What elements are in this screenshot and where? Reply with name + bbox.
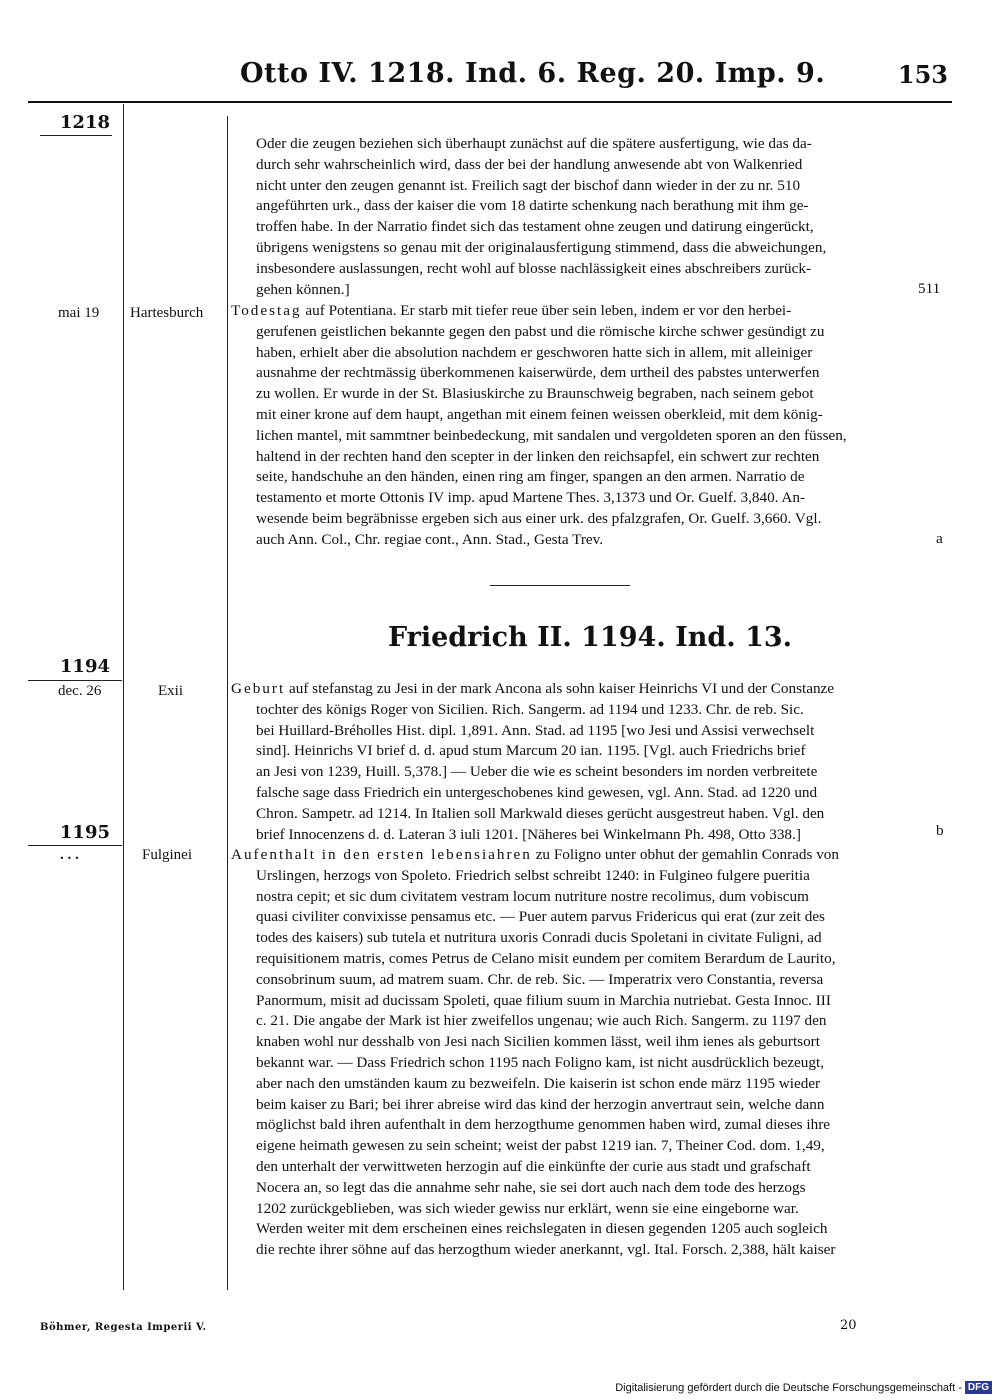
- text-line: Panormum, misit ad ducissam Spoleti, quae filium suum in Marchia nutriebat. Gesta Innoc. III: [256, 991, 831, 1009]
- dfg-banner-text: Digitalisierung gefördert durch die Deutsche Forschungsgemeinschaft -: [615, 1381, 962, 1394]
- entry-text-1218: [256, 134, 948, 300]
- section-heading: Friedrich II. 1194. Ind. 13.: [387, 622, 793, 653]
- text-line: falsche sage dass Friedrich ein untergeschobenes kind gewesen, vgl. Ann. Stad. ad 1220 und: [256, 783, 818, 801]
- year-1194: 1194: [59, 656, 110, 677]
- page-number: 153: [897, 60, 948, 89]
- text-line: quasi civiliter convixisse pensamus etc. — Puer autem parvus Fridericus qui erat (zur zeit des: [256, 908, 825, 926]
- entry-place: Fulginei: [142, 847, 193, 863]
- text-line: Aufenthalt in den ersten lebensiahren zu Foligno unter obhut der gemahlin Conrads von: [231, 846, 839, 863]
- entry-date: dec. 26: [58, 683, 102, 699]
- text-line: tochter des königs Roger von Sicilien. Rich. Sangerm. ad 1194 und 1233. Chr. de reb. Sic.: [256, 700, 804, 718]
- footer-source: Böhmer, Regesta Imperii V.: [40, 1322, 207, 1333]
- header-rule: [28, 101, 952, 103]
- dfg-logo-icon: DFG: [965, 1381, 992, 1394]
- text-line: übrigens wenigstens so genau mit der originalausfertigung stimmend, dass die abweichungen,: [256, 238, 827, 256]
- entry-lead: Todestag: [231, 302, 302, 319]
- text-line: zu wollen. Er wurde in der St. Blasiuskirche zu Braunschweig begraben, nach seinem gebot: [256, 385, 814, 403]
- text-line: ausnahme der rechtmässig überkommenen kaiserwürde, dem urtheil des pabstes unterwerfen: [256, 364, 820, 382]
- text-line: haltend in der rechten hand den scepter in der linken den reichsapfel, ein schwert zur rechten: [256, 447, 820, 465]
- text-line: gerufenen geistlichen bekannte gegen den pabst und die römische kirche schwer gesündigt zu: [256, 322, 825, 340]
- text-line: beim kaiser zu Bari; bei ihrer abreise wird das kind der herzogin anvertraut sein, welche dann: [256, 1095, 825, 1113]
- text-line: Todestag auf Potentiana. Er starb mit tiefer reue über sein leben, indem er vor den herbei-: [231, 302, 792, 319]
- text-line: nicht unter den zeugen genannt ist. Freilich sagt der bischof dann wieder in der zu nr. 510: [256, 176, 801, 194]
- text-line: möglichst bald ihren aufenthalt in dem herzogthume genommen haben wird, zumal dieses ihre: [256, 1116, 831, 1134]
- text-line: Urslingen, herzogs von Spoleto. Friedrich selbst schreibt 1240: in Fulgineo fulgere pueritia: [256, 866, 810, 884]
- year-rule: [28, 845, 122, 846]
- text-line: c. 21. Die angabe der Mark ist hier zweifellos ungenau; wie auch Rich. Sangerm. zu 1197 den: [256, 1012, 827, 1030]
- text-line: durch sehr wahrscheinlich wird, dass der bei der handlung anwesende abt von Walkenried: [256, 155, 803, 173]
- text-line: seite, handschuhe an den händen, einen ring am finger, spangen an den armen. Narratio de: [256, 468, 805, 486]
- text-line: den unterhalt der verwittweten herzogin auf die einkünfte der curie aus stadt und grafschaft: [256, 1157, 811, 1175]
- text-line: haben, erhielt aber die absolution nachdem er geschworen hatte sich in allem, mit alleiniger: [256, 343, 813, 361]
- text-line: an Jesi von 1239, Huill. 5,378.] — Ueber die wie es scheint besonders im norden verbreitete: [256, 763, 818, 781]
- text-line: testamento et morte Ottonis IV imp. apud Martene Thes. 3,1373 und Or. Guelf. 3,840. An-: [256, 489, 806, 507]
- entry-place: Hartesburch: [130, 305, 204, 321]
- column-rule-right: [227, 116, 228, 1290]
- text-line: requisitionem matris, comes Petrus de Celano misit eundem per comitem Berardum de Laurito,: [256, 949, 836, 967]
- entry-place: Exii: [158, 683, 183, 699]
- text-line: insbesondere auslassungen, recht wohl auf blosse nachlässigkeit eines abschreibers zurück-: [256, 259, 812, 277]
- year-1195: 1195: [59, 822, 110, 843]
- text-line: die rechte ihrer söhne auf das herzogthum wieder anerkannt, vgl. Ital. Forsch. 2,388, hält kaiser: [256, 1241, 836, 1259]
- year-rule: [40, 135, 112, 136]
- entry-lead: Aufenthalt in den ersten lebensiahren: [231, 846, 532, 863]
- text-line: brief Innocenzens d. d. Lateran 3 iuli 1201. [Näheres bei Winkelmann Ph. 498, Otto 338.]: [256, 825, 801, 843]
- dfg-banner: [615, 1381, 992, 1394]
- text-line: bekannt war. — Dass Friedrich schon 1195 nach Foligno kam, ist nicht ausdrücklich bezeugt,: [256, 1053, 825, 1071]
- column-rule-left: [123, 104, 124, 1290]
- text-line: bei Huillard-Bréholles Hist. dipl. 1,891. Ann. Stad. ad 1195 [wo Jesi und Assisi verwechselt: [256, 721, 815, 739]
- entry-text-aufenthalt: [231, 845, 948, 1261]
- entry-marker: a: [936, 530, 943, 547]
- text-line: wesende beim begräbnisse ergeben sich aus einer urk. des pfalzgrafen, Or. Guelf. 3,660. Vgl.: [256, 509, 822, 527]
- text-line: aber nach den umständen kaum zu bezweifeln. Die kaiserin ist schon ende märz 1195 wieder: [256, 1074, 821, 1092]
- text-line: lichen mantel, mit sammtner beinbedeckung, mit sandalen und vergoldeten sporen an den füssen,: [256, 426, 847, 444]
- text-line: gehen können.]: [256, 280, 350, 298]
- entry-marker: b: [936, 822, 944, 839]
- year-rule: [28, 680, 122, 681]
- text-line: Chron. Sampetr. ad 1214. In Italien soll Markwald dieses gerücht ausgestreut haben. Vgl. den: [256, 804, 825, 822]
- text-line: knaben wohl nur desshalb von Jesi nach Sicilien kommen lässt, weil ihm ienes als geburtsort: [256, 1033, 820, 1051]
- footer-signature: 20: [840, 1318, 857, 1333]
- text-line: auch Ann. Col., Chr. regiae cont., Ann. Stad., Gesta Trev.: [256, 530, 604, 548]
- entry-text-geburt: [231, 679, 948, 845]
- text-line: todes des kaisers) sub tutela et nutritura uxoris Conradi ducis Spoletani in civitate Fuligni, ad: [256, 929, 822, 947]
- text-line: 1202 zurückgeblieben, was sich wieder gewiss nur erklärt, wenn sie eine eingeborne war.: [256, 1199, 799, 1217]
- text-line: Nocera an, so legt das die annahme sehr nahe, sie sei dort auch nach dem tode des herzogs: [256, 1178, 806, 1196]
- text-line: mit einer krone auf dem haupt, angethan mit einem feinen weissen oberkleid, mit dem könig-: [256, 405, 823, 423]
- text-line: sind]. Heinrichs VI brief d. d. apud stum Marcum 20 ian. 1195. [Vgl. auch Friedrichs brief: [256, 742, 806, 760]
- year-1218: 1218: [59, 112, 110, 133]
- entry-text-todestag: [231, 301, 948, 551]
- text-line: nostra cepit; et sic dum civitatem vestram locum nutriture nostre recolimus, dum vobiscum: [256, 887, 809, 905]
- text-line: eigene heimath gewesen zu sein scheint; weist der pabst 1219 ian. 7, Theiner Cod. dom. 1,49,: [256, 1137, 825, 1155]
- entry-date: . . .: [60, 847, 79, 863]
- text-line: troffen habe. In der Narratio findet sich das testament ohne zeugen und datirung eingerückt,: [256, 218, 814, 236]
- entry-lead: Geburt: [231, 680, 286, 697]
- text-line: consobrinum suum, ad matrem suam. Chr. de reb. Sic. — Imperatrix vero Constantia, reversa: [256, 970, 824, 988]
- text-line: angeführten urk., dass der kaiser die vom 18 datirte schenkung nach berathung mit ihm ge-: [256, 197, 809, 215]
- entry-date: mai 19: [58, 305, 100, 321]
- page-title: Otto IV. 1218. Ind. 6. Reg. 20. Imp. 9.: [240, 58, 826, 89]
- section-divider: [490, 585, 630, 586]
- text-line: Geburt auf stefanstag zu Jesi in der mark Ancona als sohn kaiser Heinrichs VI und der Constanze: [231, 680, 835, 697]
- text-line: Werden weiter mit dem erscheinen eines reichslegaten in diesen gegenden 1205 auch sogleich: [256, 1220, 828, 1238]
- entry-number: 511: [918, 280, 941, 297]
- text-line: Oder die zeugen beziehen sich überhaupt zunächst auf die spätere ausfertigung, wie das da-: [256, 135, 812, 152]
